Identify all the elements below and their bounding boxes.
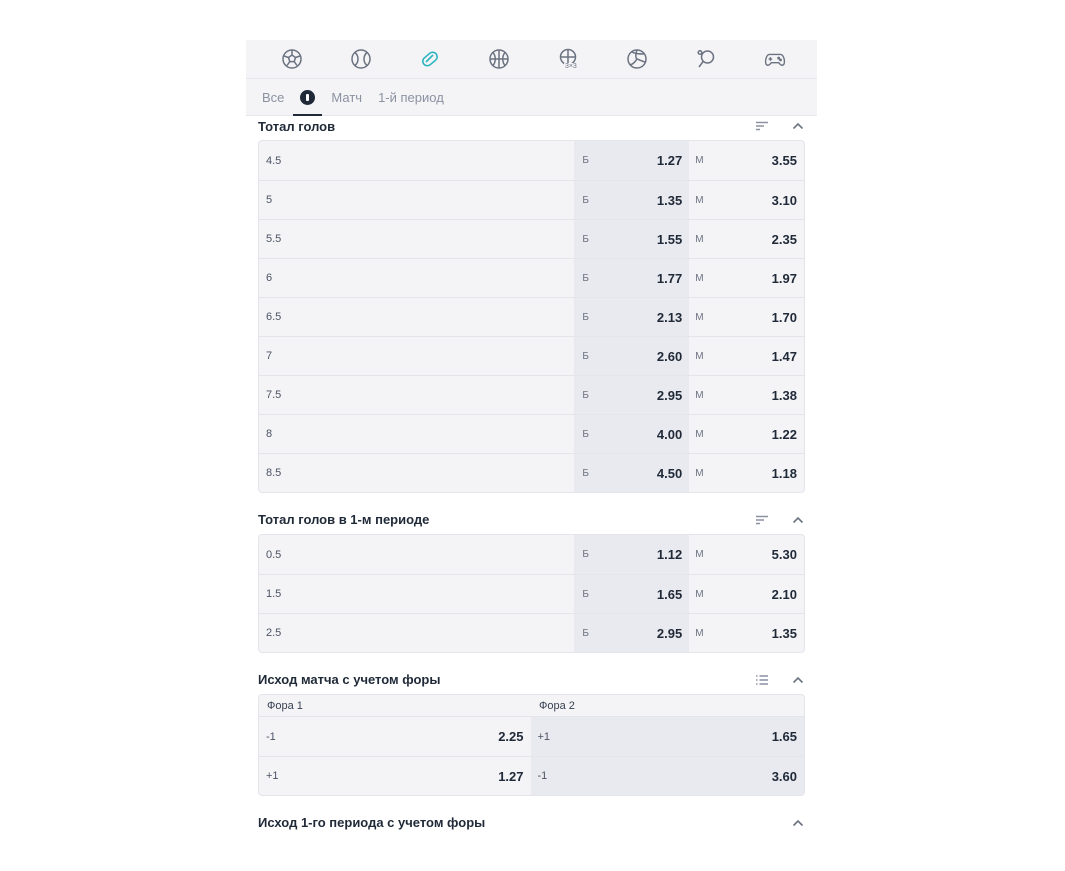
under-odds-value: 1.38 (771, 387, 797, 403)
market-title: Тотал голов в 1-м периоде (258, 512, 430, 527)
over-label: Б (582, 428, 589, 440)
under-label: М (695, 233, 704, 245)
under-odds-button[interactable] (689, 454, 804, 492)
handicap-row (259, 756, 804, 795)
under-odds-button[interactable] (689, 535, 804, 574)
fora1-odds-button[interactable] (259, 757, 531, 795)
total-line: 2.5 (266, 627, 282, 639)
table-tennis-icon[interactable] (695, 48, 717, 70)
under-odds-value: 2.35 (771, 231, 797, 247)
odds-row (259, 141, 804, 180)
basketball-3x3-icon[interactable] (557, 48, 579, 70)
tab-special[interactable] (300, 79, 315, 116)
under-odds-button[interactable] (689, 181, 804, 219)
list-view-icon[interactable] (755, 673, 769, 687)
over-odds-value: 1.77 (656, 270, 683, 286)
handicap-columns (259, 695, 804, 717)
odds-row (259, 453, 804, 492)
over-odds-value: 1.35 (656, 192, 683, 208)
sort-icon[interactable] (755, 119, 769, 133)
over-odds-button[interactable] (574, 141, 689, 180)
total-line: 7 (266, 350, 273, 362)
over-odds-value: 4.00 (656, 426, 683, 442)
under-odds-button[interactable] (689, 337, 804, 375)
over-label: Б (582, 233, 589, 245)
market-title: Исход матча с учетом форы (258, 672, 441, 687)
over-label: Б (582, 194, 589, 206)
over-odds-button[interactable] (574, 181, 689, 219)
market-header (258, 808, 805, 837)
under-odds-value: 3.55 (771, 153, 797, 168)
total-line: 0.5 (266, 548, 282, 561)
fora2-odds-value: 1.65 (771, 729, 797, 744)
soccer-ball-icon[interactable] (281, 48, 303, 70)
odds-row (259, 297, 804, 336)
market-filter-tabs (246, 79, 817, 116)
fora1-odds-button[interactable] (259, 717, 531, 756)
total-line: 8 (266, 428, 273, 440)
under-odds-value: 1.18 (771, 465, 797, 481)
chevron-up-icon[interactable] (791, 816, 805, 830)
over-label: Б (582, 350, 589, 362)
odds-row (259, 180, 804, 219)
tab-all[interactable]: Все (262, 89, 285, 105)
fora1-handicap: -1 (266, 730, 276, 743)
under-odds-button[interactable] (689, 575, 804, 613)
under-odds-button[interactable] (689, 376, 804, 414)
odds-row (259, 336, 804, 375)
total-odds-table (258, 140, 805, 493)
over-odds-button[interactable] (574, 535, 689, 574)
market-title: Исход 1-го периода с учетом форы (258, 815, 486, 830)
gamepad-icon[interactable] (764, 48, 786, 70)
tennis-ball-icon[interactable] (350, 48, 372, 70)
under-label: М (695, 389, 704, 401)
over-odds-value: 2.95 (656, 625, 683, 641)
under-odds-button[interactable] (689, 259, 804, 297)
market-title: Тотал голов (258, 118, 336, 134)
hockey-puck-badge-icon (300, 90, 315, 105)
under-label: М (695, 155, 704, 166)
over-label: Б (582, 627, 589, 639)
under-odds-value: 2.10 (771, 586, 797, 602)
under-label: М (695, 467, 704, 479)
total-line: 7.5 (266, 389, 282, 401)
market-header (258, 112, 805, 140)
over-odds-button[interactable] (574, 376, 689, 414)
under-odds-button[interactable] (689, 614, 804, 652)
under-label: М (695, 350, 704, 362)
over-odds-value: 1.55 (656, 231, 683, 247)
tab-match[interactable]: Матч (331, 89, 363, 105)
fora2-odds-button[interactable] (531, 717, 805, 756)
over-odds-button[interactable] (574, 415, 689, 453)
under-odds-value: 3.10 (771, 192, 797, 208)
over-label: Б (582, 549, 589, 560)
column-fora1: Фора 1 (267, 699, 303, 712)
chevron-up-icon[interactable] (791, 673, 805, 687)
odds-row (259, 375, 804, 414)
fora2-handicap: -1 (537, 770, 548, 782)
total-line: 4.5 (266, 154, 282, 167)
over-label: Б (582, 272, 589, 284)
chevron-up-icon[interactable] (791, 119, 805, 133)
market-total (246, 112, 817, 493)
total-p1-odds-table (258, 534, 805, 653)
fora2-odds-button[interactable] (531, 757, 805, 795)
under-odds-value: 1.47 (771, 348, 797, 364)
tab-period1[interactable]: 1-й период (378, 89, 444, 105)
over-label: Б (582, 467, 589, 479)
fora1-handicap: +1 (266, 770, 279, 782)
sort-icon[interactable] (755, 513, 769, 527)
basketball-3x3-badge: 3×3 (564, 63, 577, 70)
over-odds-button[interactable] (574, 454, 689, 492)
under-odds-button[interactable] (689, 141, 804, 180)
total-line: 1.5 (266, 588, 282, 600)
sport-bar (246, 40, 817, 79)
under-odds-value: 1.22 (771, 426, 797, 442)
over-odds-value: 1.12 (656, 547, 683, 562)
over-odds-value: 2.95 (656, 387, 683, 403)
basketball-icon[interactable] (488, 48, 510, 70)
over-label: Б (582, 155, 589, 166)
under-odds-value: 1.97 (771, 270, 797, 286)
fora1-odds-value: 2.25 (498, 729, 524, 744)
market-total-p1 (246, 505, 817, 653)
under-odds-value: 5.30 (771, 547, 797, 562)
total-line: 6 (266, 272, 273, 284)
under-label: М (695, 428, 704, 440)
over-odds-value: 2.13 (656, 309, 683, 325)
market-handicap (246, 665, 817, 796)
fora1-odds-value: 1.27 (498, 768, 524, 784)
over-label: Б (582, 311, 589, 323)
under-odds-value: 1.35 (771, 625, 797, 641)
odds-row (259, 613, 804, 652)
over-odds-button[interactable] (574, 575, 689, 613)
over-odds-button[interactable] (574, 298, 689, 336)
under-odds-button[interactable] (689, 415, 804, 453)
odds-row (259, 535, 804, 574)
under-label: М (695, 588, 704, 600)
fora2-odds-value: 3.60 (771, 768, 797, 784)
under-odds-value: 1.70 (771, 309, 797, 325)
under-odds-button[interactable] (689, 298, 804, 336)
market-handicap-p1 (246, 808, 817, 837)
over-odds-button[interactable] (574, 337, 689, 375)
over-odds-value: 2.60 (656, 348, 683, 364)
total-line: 8.5 (266, 467, 282, 479)
odds-row (259, 574, 804, 613)
chevron-up-icon[interactable] (791, 513, 805, 527)
over-label: Б (582, 588, 589, 600)
total-line: 6.5 (266, 311, 282, 323)
over-odds-value: 1.27 (656, 153, 683, 168)
hockey-puck-icon[interactable] (419, 48, 441, 70)
column-fora2: Фора 2 (539, 699, 575, 712)
over-odds-value: 4.50 (656, 465, 683, 481)
handicap-odds-table (258, 694, 805, 796)
under-label: М (695, 549, 704, 560)
total-line: 5 (266, 194, 273, 206)
fora2-handicap: +1 (537, 730, 551, 743)
over-odds-value: 1.65 (656, 586, 683, 602)
under-label: М (695, 272, 704, 284)
market-header (258, 505, 805, 534)
under-label: М (695, 311, 704, 323)
under-label: М (695, 194, 704, 206)
volleyball-icon[interactable] (626, 48, 648, 70)
over-odds-button[interactable] (574, 220, 689, 258)
odds-row (259, 258, 804, 297)
odds-row (259, 414, 804, 453)
odds-row (259, 219, 804, 258)
market-header (258, 665, 805, 694)
under-label: М (695, 627, 704, 639)
markets-panel (246, 40, 817, 871)
total-line: 5.5 (266, 233, 282, 245)
over-label: Б (582, 389, 589, 401)
over-odds-button[interactable] (574, 259, 689, 297)
under-odds-button[interactable] (689, 220, 804, 258)
handicap-row (259, 717, 804, 756)
over-odds-button[interactable] (574, 614, 689, 652)
